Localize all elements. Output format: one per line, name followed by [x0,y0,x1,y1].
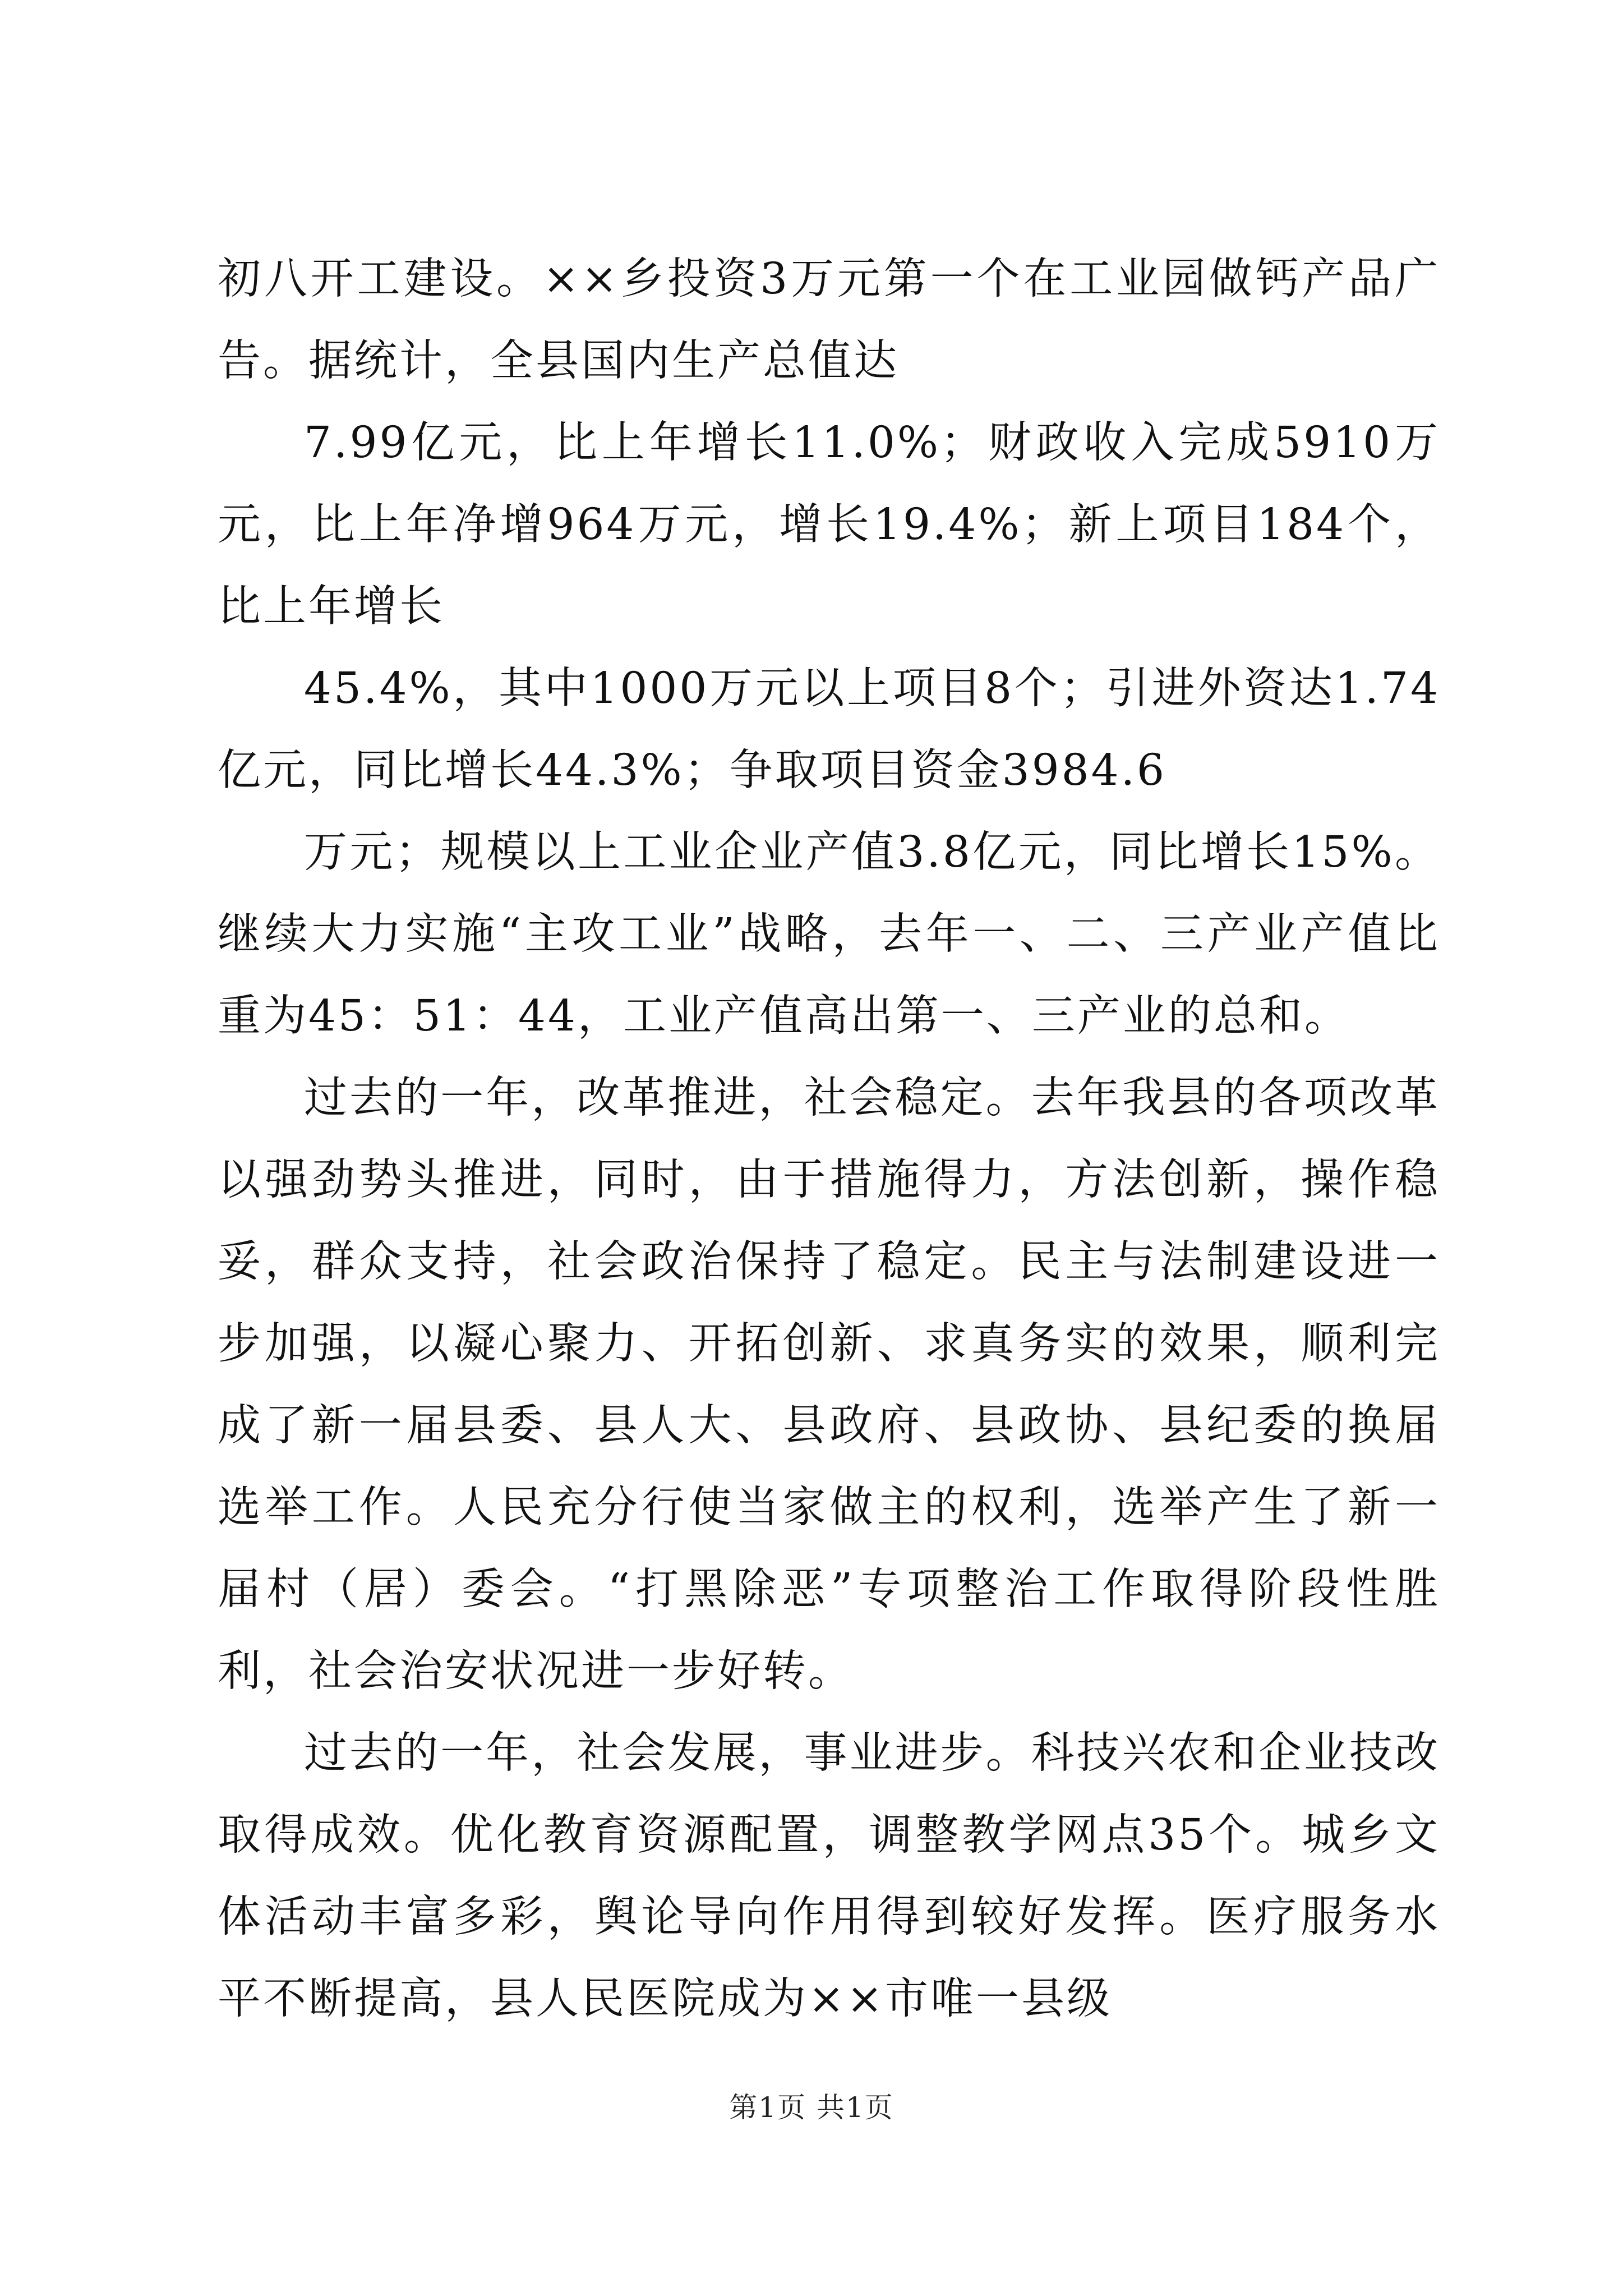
paragraph-4: 万元；规模以上工业企业产值3.8亿元，同比增长15%。继续大力实施“主攻工业”战略，去年一、二、三产业产值比重为45：51：44，工业产值高出第一、三产业的总和。 [218,827,1440,1041]
paragraph-2: 7.99亿元，比上年增长11.0%；财政收入完成5910万元，比上年净增964万元，增长19.4%；新上项目184个，比上年增长 [218,418,1440,632]
paragraph-1: 初八开工建设。××乡投资3万元第一个在工业园做钙产品广告。据统计，全县国内生产总值达 [218,254,1440,386]
paragraph-5: 过去的一年，改革推进，社会稳定。去年我县的各项改革以强劲势头推进，同时，由于措施得力，方法创新，操作稳妥，群众支持，社会政治保持了稳定。民主与法制建设进一步加强，以凝心聚力、开拓创新、求真务实的效果，顺利完成了新一届县委、县人大、县政府、县政协、县纪委的换届选举工作。人民充分行使当家做主的权利，选举产生了新一届村（居）委会。“打黑除恶”专项整治工作取得阶段性胜利，社会治安状况进一步好转。 [218,1073,1440,1696]
paragraph-3: 45.4%，其中1000万元以上项目8个；引进外资达1.74亿元，同比增长44.3%；争取项目资金3984.6 [218,664,1440,795]
paragraph-6: 过去的一年，社会发展，事业进步。科技兴农和企业技改取得成效。优化教育资源配置，调整教学网点35个。城乡文体活动丰富多彩，舆论导向作用得到较好发挥。医疗服务水平不断提高，县人民医院成为××市唯一县级 [218,1728,1440,2024]
body-text [218,238,1440,2040]
page-footer: 第1页 共1页 [729,2091,894,2124]
